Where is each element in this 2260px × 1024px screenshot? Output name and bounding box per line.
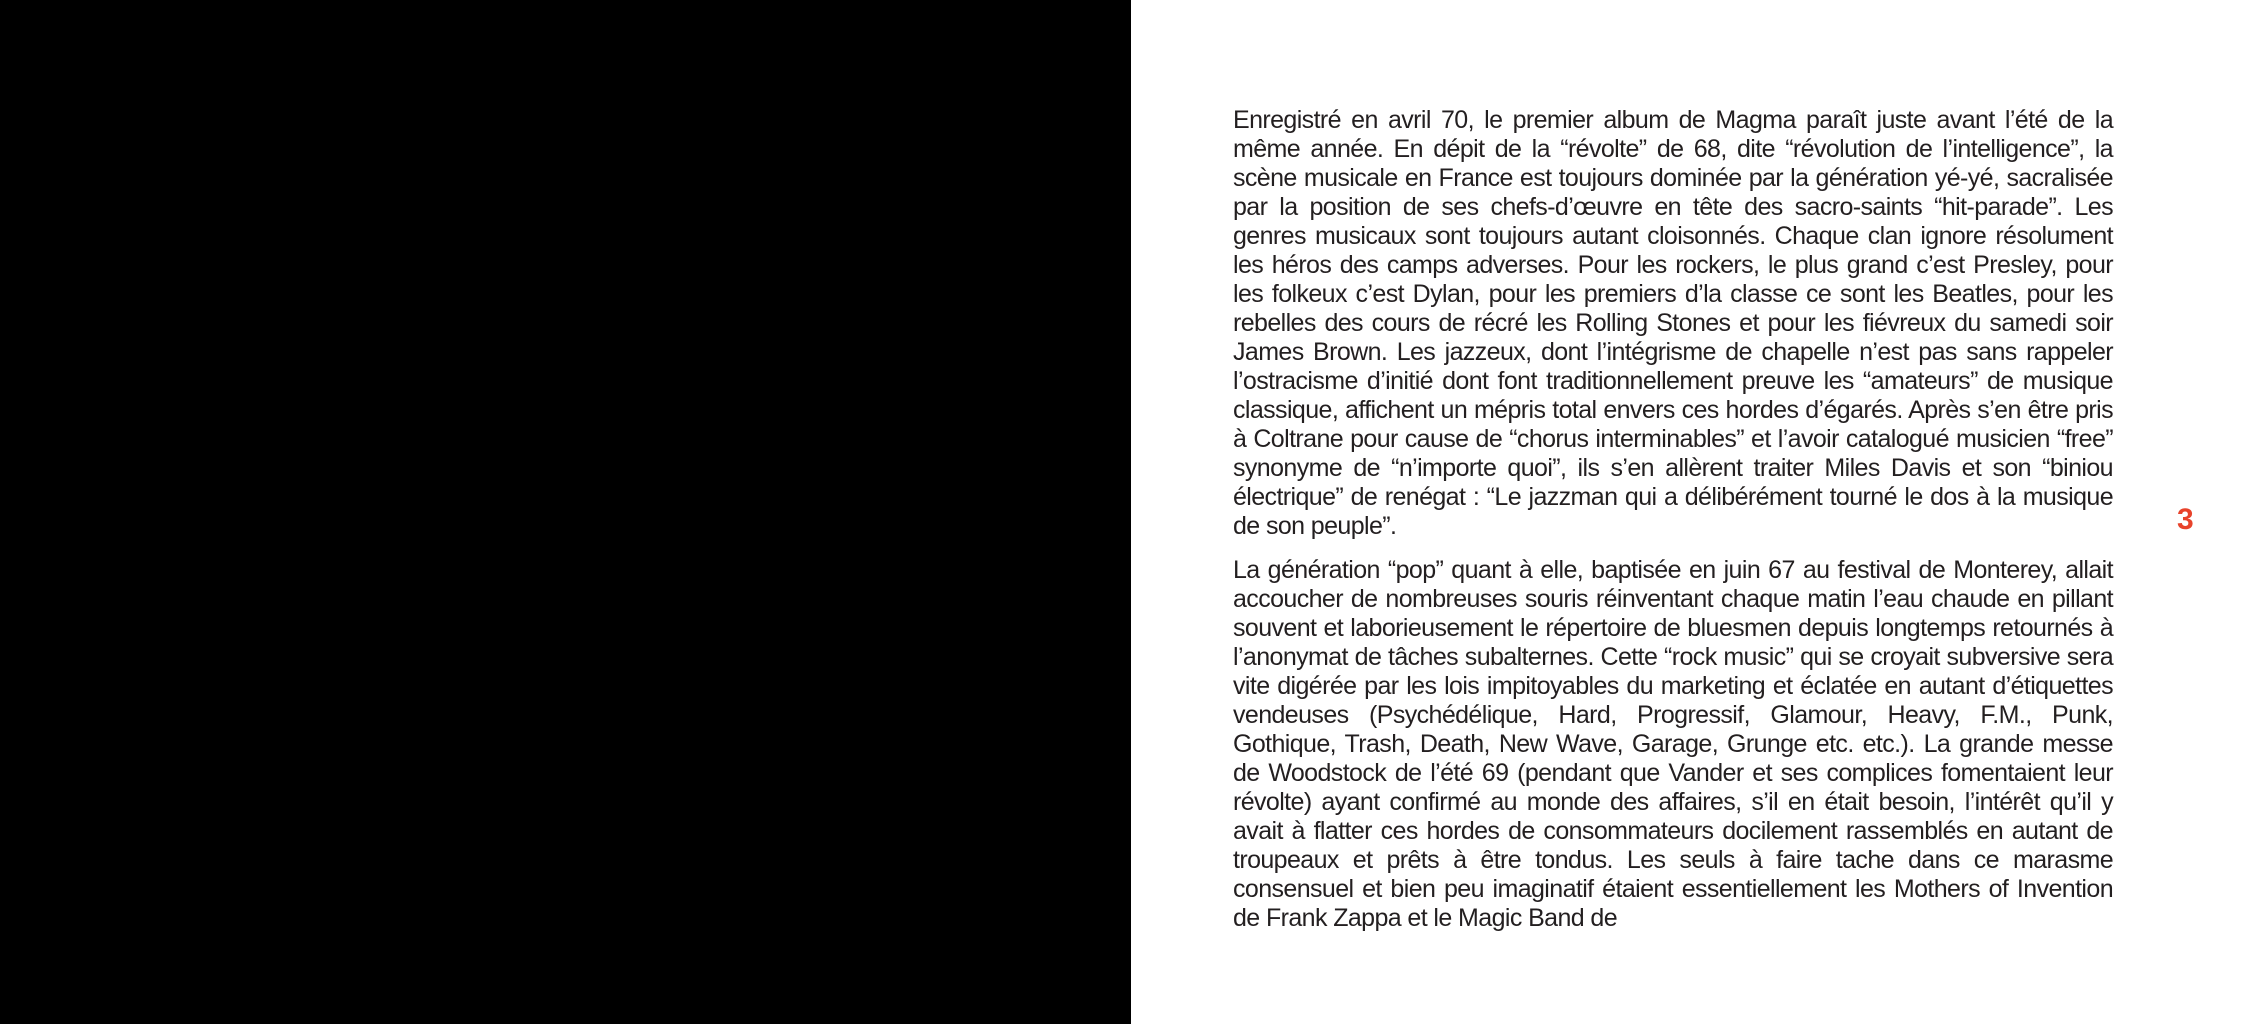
page-number: 3 (2177, 503, 2194, 536)
paragraph-1: Enregistré en avril 70, le premier album de Magma paraît juste avant l’été de la même année. En dépit de la “révolte” de 68, dite “révolution de l’intelligence”, la scène musicale en France est toujours dominée par la génération yé-yé, sacralisée par la position de ses chefs-d’œuvre en tête des sacro-saints “hit-parade”. Les genres musicaux sont toujours autant cloisonnés. Chaque clan ignore résolument les héros des camps adverses. Pour les rockers, le plus grand c’est Presley, pour les folkeux c’est Dylan, pour les premiers d’la classe ce sont les Beatles, pour les rebelles des cours de récré les Rolling Stones et pour les fiévreux du samedi soir James Brown. Les jazzeux, dont l’intégrisme de chapelle n’est pas sans rappeler l’ostracisme d’initié dont font traditionnellement preuve les “amateurs” de musique classique, affichent un mépris total envers ces hordes d’égarés. Après s’en être pris à Coltrane pour cause de “chorus interminables” et l’avoir catalogué musicien “free” synonyme de “n’importe quoi”, ils s’en allèrent traiter Miles Davis et son “biniou électrique” de renégat : “Le jazzman qui a délibérément tourné le dos à la musique de son peuple”. (1233, 106, 2113, 540)
body-text-column (1233, 106, 2113, 948)
paragraph-2: La génération “pop” quant à elle, baptisée en juin 67 au festival de Monterey, allait accoucher de nombreuses souris réinventant chaque matin l’eau chaude en pillant souvent et laborieusement le répertoire de bluesmen depuis longtemps retournés à l’anonymat de tâches subalternes. Cette “rock music” qui se croyait subversive sera vite digérée par les lois impitoyables du marketing et éclatée en autant d’étiquettes vendeuses (Psychédélique, Hard, Progressif, Glamour, Heavy, F.M., Punk, Gothique, Trash, Death, New Wave, Garage, Grunge etc. etc.). La grande messe de Woodstock de l’été 69 (pendant que Vander et ses complices fomentaient leur révolte) ayant confirmé au monde des affaires, s’il en était besoin, l’intérêt qu’il y avait à flatter ces hordes de consommateurs docilement rassemblés en autant de troupeaux et prêts à être tondus. Les seuls à faire tache dans ce marasme consensuel et bien peu imaginatif étaient essentiellement les Mothers of Invention de Frank Zappa et le Magic Band de (1233, 556, 2113, 932)
